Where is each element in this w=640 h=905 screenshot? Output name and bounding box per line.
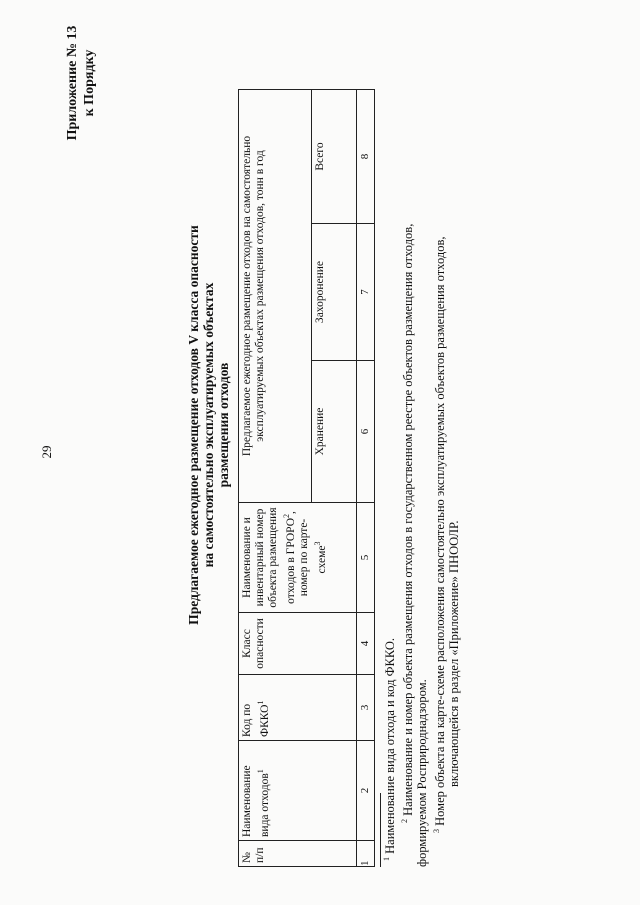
footnotes	[380, 67, 462, 867]
appendix-line-2: к Порядку	[82, 49, 97, 117]
header-proposed-placement: Предлагаемое ежегодное размещение отходов на самостоятельно эксплуатируемых объектах размещения отходов, тонн в год	[239, 90, 312, 503]
header-facility: Наименование и инвентарный номер объекта размещения отходов в ГРОРО$^2$, номер по карте-схеме$^3$	[239, 503, 357, 613]
column-number: 1	[357, 841, 375, 867]
header-storage: Хранение	[312, 361, 357, 503]
header-row-top	[239, 90, 312, 867]
footnote-2-continued: формируемом Росприроднадзором.	[415, 679, 430, 867]
title-line-3: размещения отходов	[216, 362, 231, 488]
header-hazard-class: Класс опасности	[239, 613, 357, 675]
title-line-1: Предлагаемое ежегодное размещение отходов V класса опасности	[186, 225, 201, 625]
column-number: 2	[357, 741, 375, 841]
appendix-heading	[64, 3, 98, 163]
footnote-1: $^1$ Наименование вида отхода и код ФККО.	[382, 637, 398, 861]
column-number: 8	[357, 90, 375, 224]
footnote-3: $^3$ Номер объекта на карте-схеме расположения самостоятельно эксплуатируемых объектов размещения отходов,	[431, 236, 447, 833]
column-number: 6	[357, 361, 375, 503]
header-total: Всего	[312, 90, 357, 224]
header-fkko-code: Код по ФККО$^1$	[239, 675, 357, 741]
column-number: 3	[357, 675, 375, 741]
footnote-3-continued: включающейся в раздел «Приложение» ПНООЛР.	[447, 520, 462, 787]
header-waste-name: Наименование вида отходов$^1$	[239, 741, 357, 841]
header-burial: Захоронение	[312, 224, 357, 361]
column-number: 7	[357, 224, 375, 361]
footnote-2: $^2$ Наименование и номер объекта размещения отходов в государственном реестре объектов размещения отходов,	[399, 223, 415, 823]
column-number: 5	[357, 503, 375, 613]
waste-placement-table	[238, 89, 375, 867]
document-title	[186, 175, 231, 675]
title-line-2: на самостоятельно эксплуатируемых объектах	[201, 282, 216, 568]
appendix-line-1: Приложение № 13	[65, 25, 80, 141]
column-number: 4	[357, 613, 375, 675]
page-number: 29	[39, 445, 54, 459]
column-number-row	[357, 90, 375, 867]
header-no: № п/п	[239, 841, 357, 867]
